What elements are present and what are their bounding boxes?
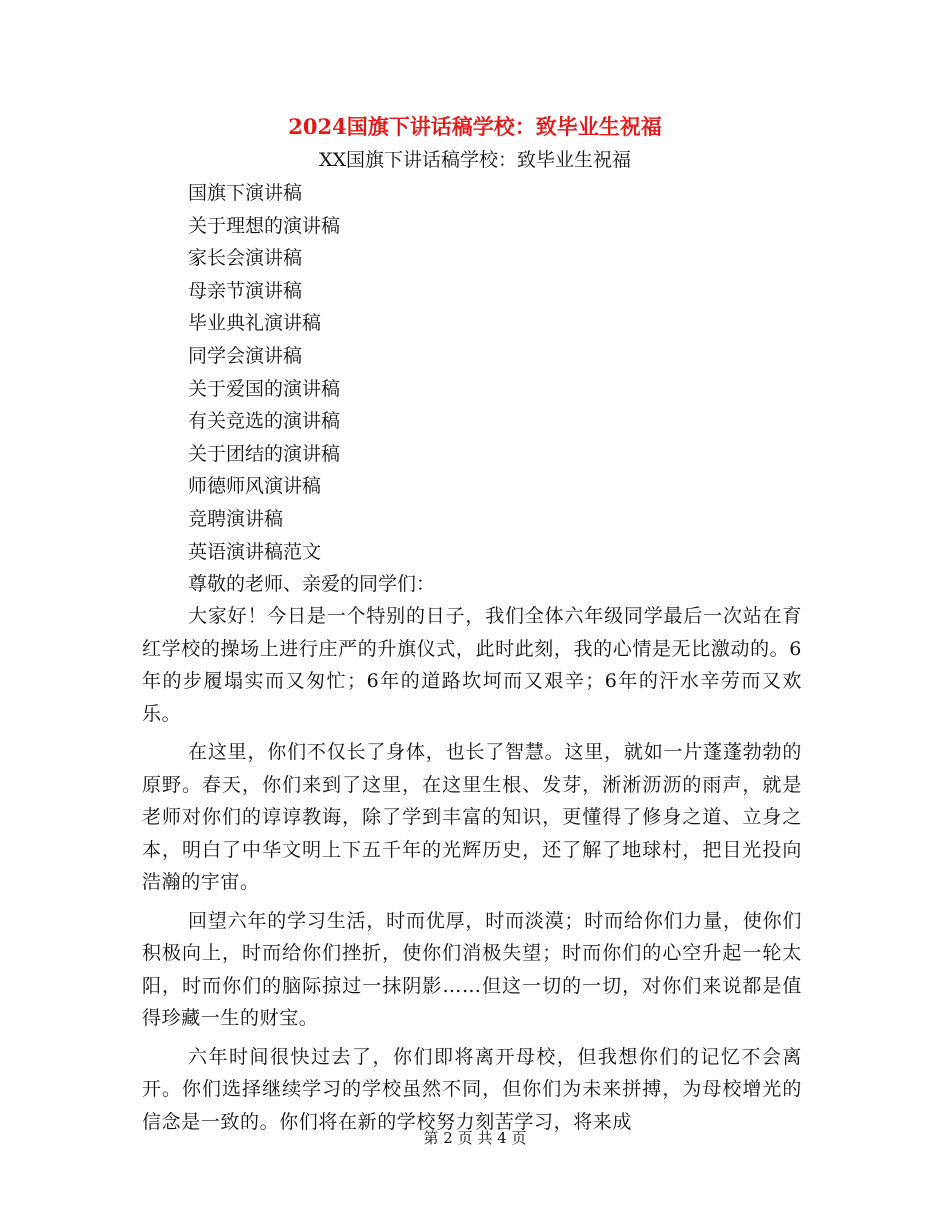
page-footer: 第 2 页 共 4 页 xyxy=(423,1129,527,1147)
related-link[interactable]: 关于爱国的演讲稿 xyxy=(188,377,341,400)
related-link[interactable]: 国旗下演讲稿 xyxy=(188,182,303,204)
related-link[interactable]: 母亲节演讲稿 xyxy=(188,279,303,302)
related-link[interactable]: 关于理想的演讲稿 xyxy=(188,214,341,237)
speech-greeting: 尊敬的老师、亲爱的同学们： xyxy=(188,573,436,595)
body-paragraph: 大家好！今日是一个特别的日子，我们全体六年级同学最后一次站在育红学校的操场上进行庄严的升旗仪式，此时此刻，我的心情是无比激动的。6年的步履塌实而又匆忙；6年的道路坎坷而又艰辛；6年的汗水辛劳而又欢乐。 xyxy=(142,605,802,725)
related-link[interactable]: 关于团结的演讲稿 xyxy=(188,442,341,465)
document-title: 2024国旗下讲话稿学校：致毕业生祝福 xyxy=(288,114,662,139)
related-link[interactable]: 师德师风演讲稿 xyxy=(188,475,322,498)
related-link[interactable]: 竞聘演讲稿 xyxy=(188,507,284,530)
related-link[interactable]: 家长会演讲稿 xyxy=(188,247,303,270)
body-paragraph: 回望六年的学习生活，时而优厚，时而淡漠；时而给你们力量，使你们积极向上，时而给你们挫折，使你们消极失望；时而你们的心空升起一轮太阳，时而你们的脑际掠过一抹阴影……但这一切的一切，对你们来说都是值得珍藏一生的财宝。 xyxy=(142,909,802,1029)
body-paragraph: 在这里，你们不仅长了身体，也长了智慧。这里，就如一片蓬蓬勃勃的原野。春天，你们来到了这里，在这里生根、发芽，淅淅沥沥的雨声，就是老师对你们的谆谆教诲，除了学到丰富的知识，更懂得了修身之道、立身之本，明白了中华文明上下五千年的光辉历史，还了解了地球村，把目光投向浩瀚的宇宙。 xyxy=(142,741,802,893)
speech-body xyxy=(142,600,802,1144)
related-links-list xyxy=(188,177,340,568)
document-subtitle: XX国旗下讲话稿学校：致毕业生祝福 xyxy=(318,149,632,171)
related-link[interactable]: 毕业典礼演讲稿 xyxy=(188,312,322,335)
related-link[interactable]: 有关竞选的演讲稿 xyxy=(188,410,341,433)
body-paragraph: 六年时间很快过去了，你们即将离开母校，但我想你们的记忆不会离开。你们选择继续学习的学校虽然不同，但你们为未来拼搏，为母校增光的信念是一致的。你们将在新的学校努力刻苦学习，将来成 xyxy=(142,1045,802,1133)
related-link[interactable]: 英语演讲稿范文 xyxy=(188,540,322,563)
related-link[interactable]: 同学会演讲稿 xyxy=(188,344,303,367)
